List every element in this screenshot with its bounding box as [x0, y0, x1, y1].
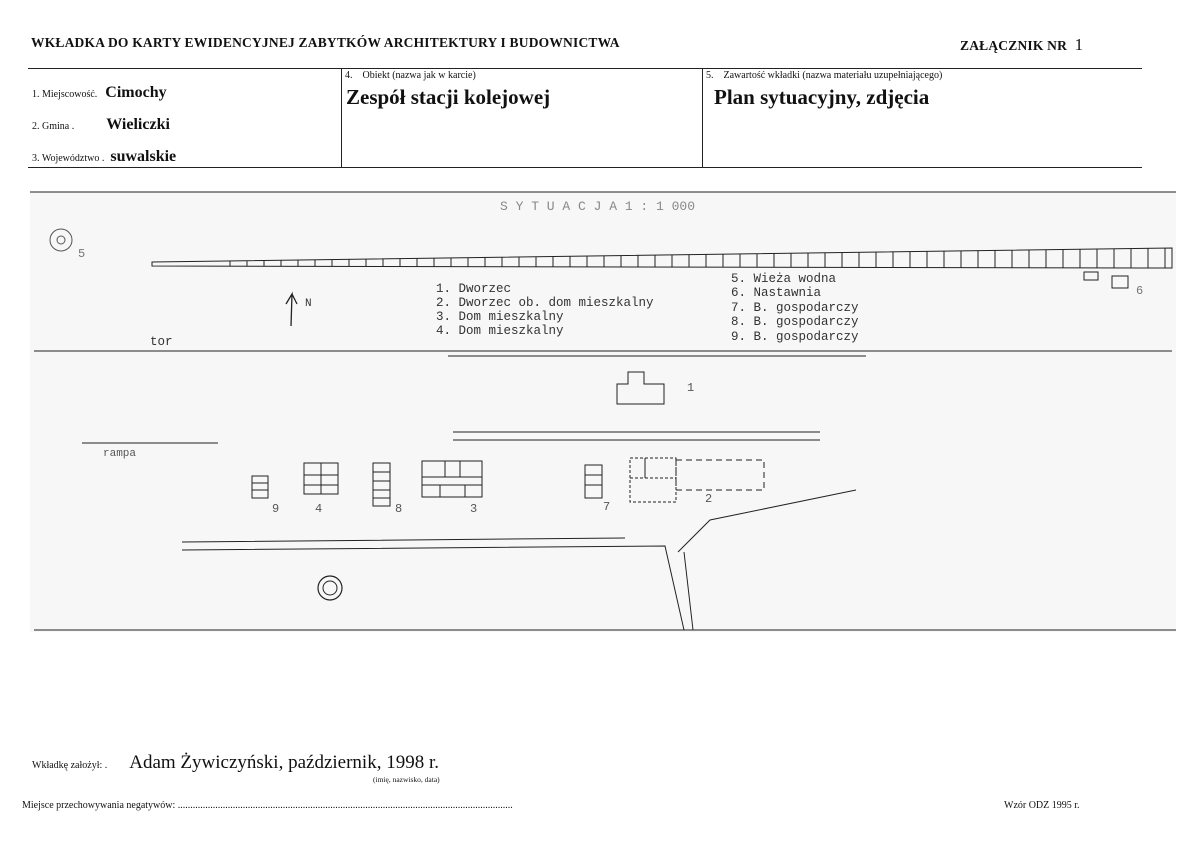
- legend-item-4: 4. Dom mieszkalny: [436, 324, 564, 338]
- num-6: 6: [1136, 284, 1144, 298]
- voivodeship-label: 3. Województwo .: [32, 153, 105, 164]
- scan-background: [30, 192, 1176, 632]
- locality-value: Cimochy: [105, 84, 167, 101]
- num-1: 1: [687, 381, 695, 395]
- object-label: 4. Obiekt (nazwa jak w karcie): [345, 70, 476, 81]
- label-tor: tor: [150, 335, 173, 349]
- num-3: 3: [470, 502, 478, 516]
- attachment-label-text: ZAŁĄCZNIK NR: [960, 38, 1068, 53]
- content-label: 5. Zawartość wkładki (nazwa materiału uzupełniającego): [706, 70, 943, 81]
- num-4: 4: [315, 502, 323, 516]
- author-hint: (imię, nazwisko, data): [373, 775, 440, 784]
- author-label: Wkładkę założył: .: [32, 760, 108, 771]
- legend-item-7: 7. B. gospodarczy: [731, 301, 859, 315]
- attachment-number: 1: [1074, 35, 1084, 54]
- num-2: 2: [705, 492, 713, 506]
- site-plan: [0, 180, 1199, 650]
- locality-field: [32, 84, 167, 102]
- north-label: N: [305, 298, 312, 310]
- author-row: [32, 752, 439, 774]
- legend-item-9: 9. B. gospodarczy: [731, 330, 859, 344]
- voivodeship-value: suwalskie: [110, 148, 177, 165]
- legend-item-5: 5. Wieża wodna: [731, 272, 837, 286]
- commune-value: Wieliczki: [106, 116, 170, 133]
- commune-label: 2. Gmina .: [32, 121, 75, 132]
- num-5: 5: [78, 247, 86, 261]
- num-8: 8: [395, 502, 403, 516]
- author-value: Adam Żywiczyński, październik, 1998 r.: [129, 752, 439, 773]
- form-divider-1: [341, 68, 342, 167]
- legend-item-1: 1. Dworzec: [436, 282, 512, 296]
- scale-title: S Y T U A C J A 1 : 1 000: [500, 199, 696, 214]
- attachment-label: [960, 35, 1083, 55]
- num-9: 9: [272, 502, 280, 516]
- voivodeship-field: [32, 148, 176, 166]
- label-rampa: rampa: [103, 448, 137, 460]
- legend-item-8: 8. B. gospodarczy: [731, 315, 859, 329]
- legend-item-3: 3. Dom mieszkalny: [436, 310, 564, 324]
- form-top-rule: [28, 68, 1142, 69]
- commune-field: [32, 116, 170, 134]
- document-title: WKŁADKA DO KARTY EWIDENCYJNEJ ZABYTKÓW ARCHITEKTURY I BUDOWNICTWA: [31, 35, 620, 50]
- num-7: 7: [603, 500, 611, 514]
- form-divider-2: [702, 68, 703, 167]
- locality-label: 1. Miejscowość.: [32, 89, 98, 100]
- legend-item-6: 6. Nastawnia: [731, 286, 822, 300]
- object-value: Zespół stacji kolejowej: [346, 85, 551, 109]
- legend-item-2: 2. Dworzec ob. dom mieszkalny: [436, 296, 654, 310]
- form-bottom-rule: [28, 167, 1142, 168]
- form-code: Wzór ODZ 1995 r.: [1004, 800, 1080, 811]
- negatives-location: Miejsce przechowywania negatywów: ......................................................................................................................................: [22, 800, 513, 811]
- content-value: Plan sytuacyjny, zdjęcia: [714, 85, 930, 109]
